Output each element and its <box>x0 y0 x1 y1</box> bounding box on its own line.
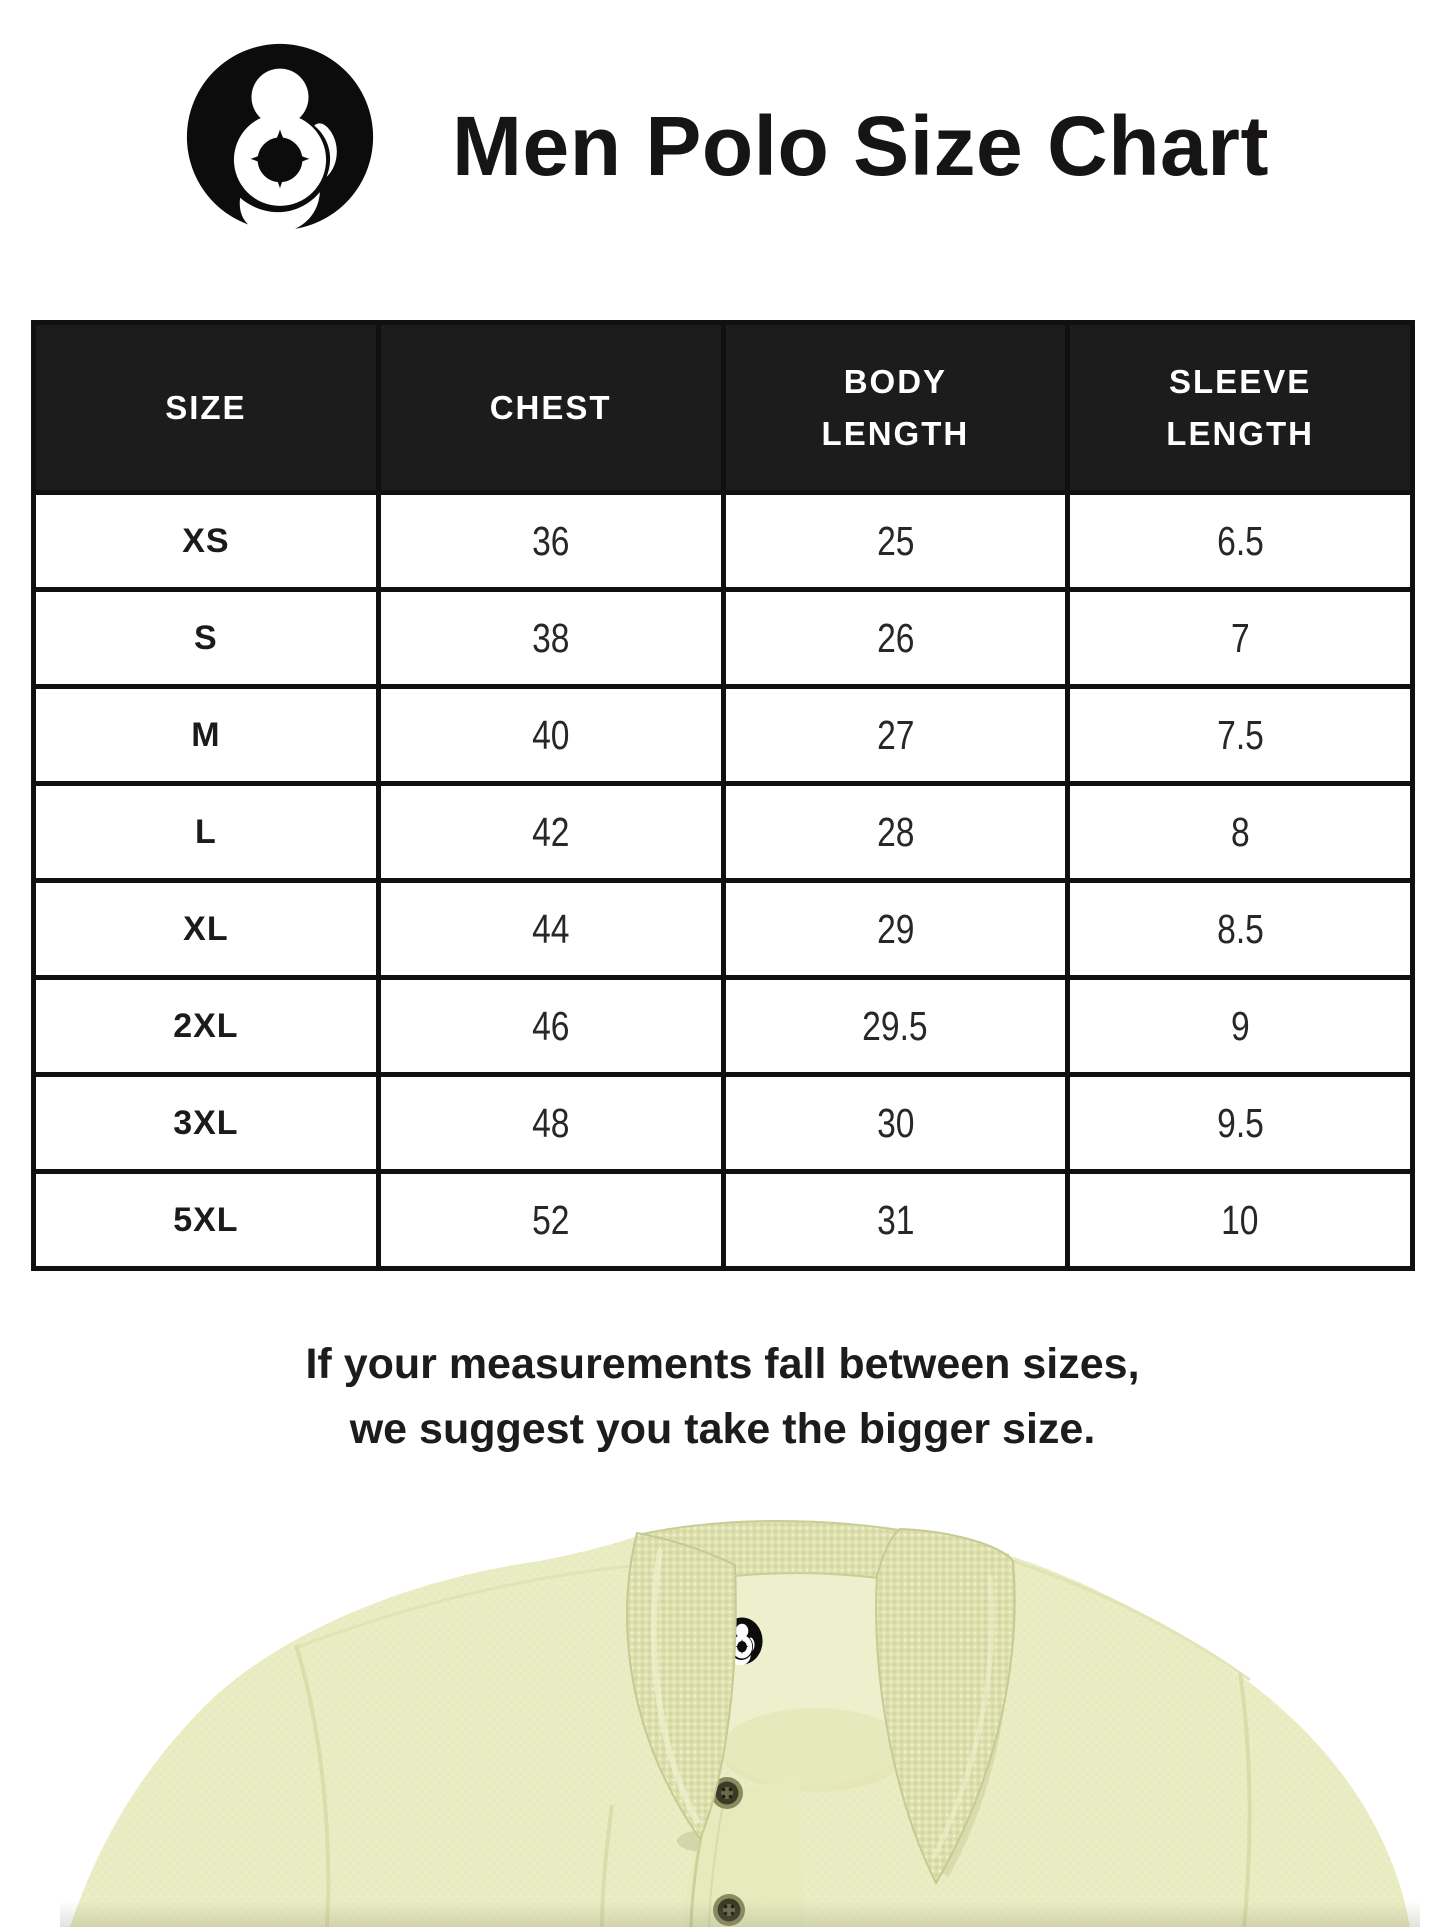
body-length-value <box>723 1075 1068 1172</box>
size-value: L <box>34 784 379 881</box>
chest-value <box>378 784 723 881</box>
sleeve-length-value <box>1068 978 1413 1075</box>
sleeve-length-number: 9.5 <box>1216 1099 1264 1146</box>
page-title: Men Polo Size Chart <box>452 99 1269 193</box>
table-header <box>34 323 1413 493</box>
polo-shirt-photo <box>0 1505 1445 1927</box>
table-row <box>34 590 1413 687</box>
size-value: 2XL <box>34 978 379 1075</box>
column-header-body-length <box>723 323 1068 493</box>
body-length-number: 27 <box>876 711 915 758</box>
table-row <box>34 784 1413 881</box>
chest-number: 36 <box>531 517 570 564</box>
table-row <box>34 1075 1413 1172</box>
sleeve-length-value <box>1068 881 1413 978</box>
sleeve-length-value <box>1068 784 1413 881</box>
column-header-chest <box>378 323 723 493</box>
size-chart-table <box>31 320 1415 1271</box>
chest-number: 48 <box>531 1099 570 1146</box>
sleeve-length-number: 9 <box>1230 1002 1250 1049</box>
chest-value <box>378 978 723 1075</box>
chest-value <box>378 1075 723 1172</box>
inner-neck-shadow <box>720 1708 910 1792</box>
sleeve-length-value <box>1068 687 1413 784</box>
body-length-number: 26 <box>876 614 915 661</box>
body-length-number: 31 <box>876 1196 915 1243</box>
sleeve-length-value <box>1068 1075 1413 1172</box>
sleeve-length-value <box>1068 590 1413 687</box>
sleeve-length-number: 7 <box>1230 614 1250 661</box>
brand-logo-icon <box>185 42 375 232</box>
size-value: S <box>34 590 379 687</box>
body-length-number: 29 <box>876 905 915 952</box>
sleeve-length-number: 6.5 <box>1216 517 1264 564</box>
column-header-size <box>34 323 379 493</box>
body-length-value <box>723 687 1068 784</box>
table-row <box>34 881 1413 978</box>
size-value: XS <box>34 493 379 590</box>
body-length-value <box>723 978 1068 1075</box>
body-length-value <box>723 1172 1068 1269</box>
sleeve-length-value <box>1068 493 1413 590</box>
body-length-value <box>723 590 1068 687</box>
body-length-number: 30 <box>876 1099 915 1146</box>
table-header-row <box>34 323 1413 493</box>
chest-number: 40 <box>531 711 570 758</box>
sizing-note-line2: we suggest you take the bigger size. <box>349 1404 1096 1453</box>
chest-number: 52 <box>531 1196 570 1243</box>
chest-number: 42 <box>531 808 570 855</box>
size-value: XL <box>34 881 379 978</box>
sizing-note-line1: If your measurements fall between sizes, <box>305 1340 1140 1388</box>
table-row <box>34 978 1413 1075</box>
chest-number: 46 <box>531 1002 570 1049</box>
table-row <box>34 493 1413 590</box>
photo-bottom-shade <box>60 1901 1420 1927</box>
column-header-sleeve-length <box>1068 323 1413 493</box>
chest-number: 38 <box>531 614 570 661</box>
chest-number: 44 <box>531 905 570 952</box>
sleeve-length-number: 8.5 <box>1216 905 1264 952</box>
body-length-number: 25 <box>876 517 915 564</box>
sleeve-length-number: 7.5 <box>1216 711 1264 758</box>
table-row <box>34 687 1413 784</box>
column-header-chest-label: CHEST <box>489 388 612 426</box>
body-length-number: 28 <box>876 808 915 855</box>
body-length-value <box>723 493 1068 590</box>
sizing-note <box>0 1332 1445 1461</box>
size-value: 3XL <box>34 1075 379 1172</box>
chest-value <box>378 590 723 687</box>
size-value: 5XL <box>34 1172 379 1269</box>
body-length-value <box>723 881 1068 978</box>
sleeve-length-value <box>1068 1172 1413 1269</box>
body-length-value <box>723 784 1068 881</box>
body-length-number: 29.5 <box>862 1002 929 1049</box>
column-header-body-length-label: BODY LENGTH <box>821 363 970 452</box>
chest-value <box>378 881 723 978</box>
chest-value <box>378 1172 723 1269</box>
table-row <box>34 1172 1413 1269</box>
chest-value <box>378 687 723 784</box>
column-header-sleeve-length-label: SLEEVE LENGTH <box>1166 363 1314 452</box>
sleeve-length-number: 10 <box>1221 1196 1259 1243</box>
chest-value <box>378 493 723 590</box>
size-value: M <box>34 687 379 784</box>
column-header-size-label: SIZE <box>165 388 247 426</box>
sleeve-length-number: 8 <box>1230 808 1250 855</box>
